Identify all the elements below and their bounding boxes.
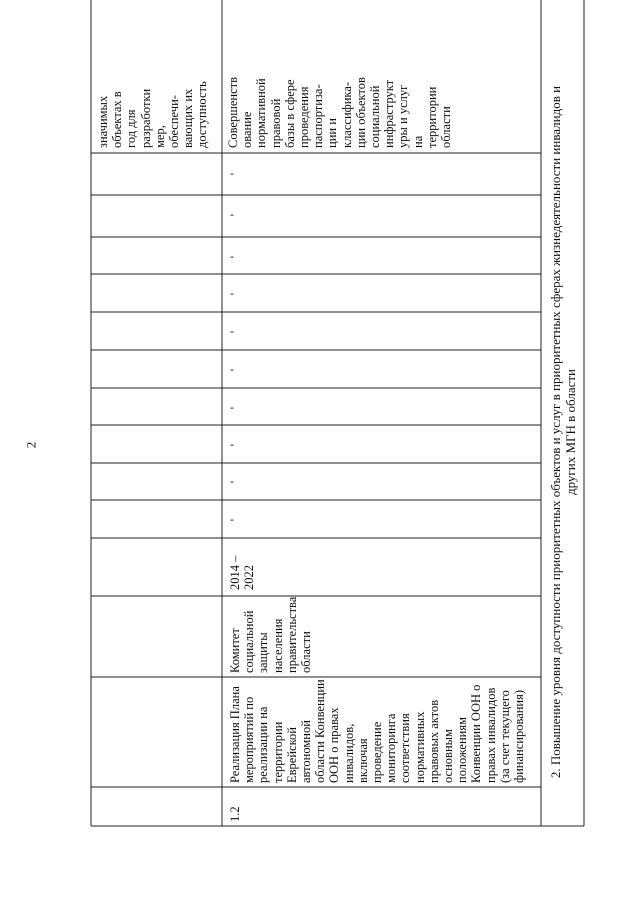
dash-cell: -: [230, 474, 234, 488]
dash-cell: -: [230, 324, 234, 338]
activity-text: Реализация Плана мероприятий по реализации на территории Еврейской автономной области Конвенции ООН о правах инвалидов, включая проведение мониторинга соответствия нормативных правовых актов основным положениям Конвенции ООН о правах инвалидов (за счет текущего финансирования): [228, 679, 527, 783]
dash-cell: -: [230, 166, 234, 180]
executor-text: Комитет социальной защиты населения правительства области: [228, 596, 314, 673]
top-row-result-text: значимых объектах в год для разработки мер, обеспечи- вающих их доступность: [96, 81, 210, 148]
dash-cell: -: [230, 400, 234, 414]
dash-cell: -: [230, 249, 234, 263]
dash-cell: -: [230, 512, 234, 526]
page-number: 2: [23, 441, 39, 449]
dash-cell: -: [230, 286, 234, 300]
dash-cell: -: [230, 362, 234, 376]
dash-cell: -: [230, 437, 234, 451]
row-number: 1.2: [228, 806, 242, 822]
period-text: 2014 – 2022: [228, 555, 257, 590]
dash-cell: -: [230, 207, 234, 221]
result-text: Совершенств ование нормативной правовой базы в сфере проведения паспортиза- ции и классифика- ции объектов социальной инфраструкт уры и услуг на территории области: [226, 77, 454, 148]
section-title: 2. Повышение уровня доступности приоритетных объектов и услуг в приоритетных сферах жизнедеятельности инвалидов и других МГН в области: [548, 85, 578, 779]
